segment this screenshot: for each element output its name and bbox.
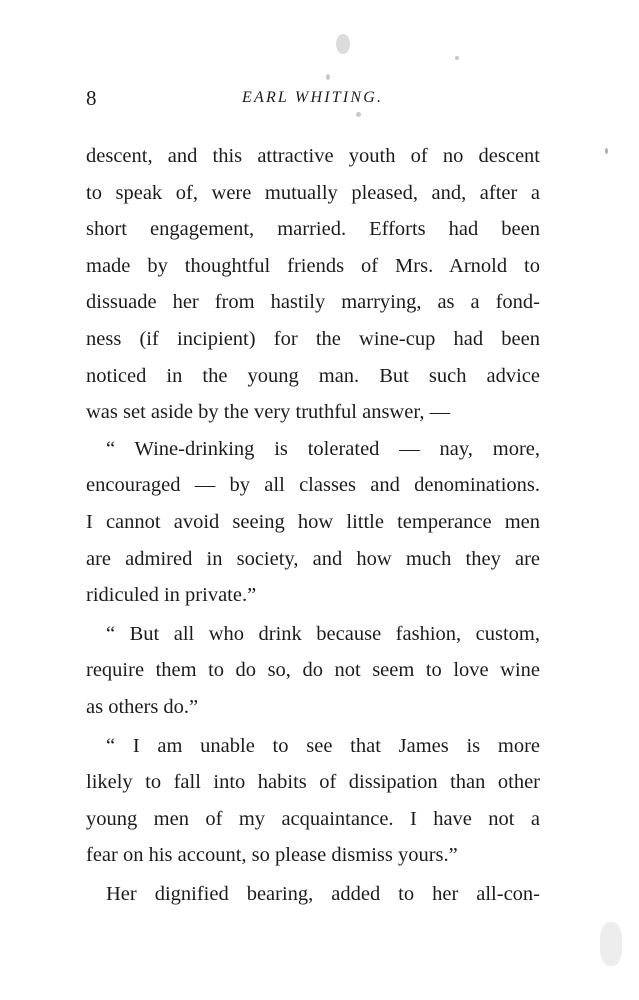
text-segment: noticed in the young man. But such advice <box>86 364 540 387</box>
text-segment: made by thoughtful friends of Mrs. Arnold to <box>86 254 540 277</box>
text-segment: “ But <box>106 622 174 645</box>
text-segment: short engagement, married. Efforts had been <box>86 218 540 241</box>
text-segment: require them to do so, do not seem to love wine <box>86 659 540 682</box>
body-text <box>86 138 540 912</box>
text-line <box>86 837 540 874</box>
italic-emphasis: all <box>173 622 195 645</box>
ink-speck <box>605 148 608 154</box>
ink-speck <box>326 74 330 80</box>
text-line <box>86 689 540 726</box>
text-segment: Her dignified bearing, added to her all-con- <box>106 882 540 905</box>
text-segment: “ Wine-drinking is tolerated — nay, more, <box>106 437 540 460</box>
text-line <box>86 175 540 212</box>
text-segment: likely to fall into habits of dissipation than other <box>86 771 540 794</box>
text-segment: was set aside by the very truthful answer, — <box>86 401 451 424</box>
italic-emphasis: temperance <box>397 510 492 533</box>
text-line <box>86 248 540 285</box>
text-segment: dissuade her from hastily marrying, as a fond- <box>86 291 540 314</box>
running-header <box>86 86 542 110</box>
text-line <box>86 504 540 541</box>
text-line <box>86 467 540 504</box>
text-segment: to speak of, were mutually pleased, and, after a <box>86 181 540 204</box>
ink-speck <box>600 922 622 966</box>
text-line <box>86 431 540 468</box>
ink-speck <box>455 56 459 60</box>
text-line <box>86 138 540 175</box>
text-segment: ness (if incipient) for the wine-cup had been <box>86 327 540 350</box>
text-line <box>86 616 540 653</box>
text-segment: young men of my acquaintance. I have not a <box>86 807 540 830</box>
text-segment: descent, and this attractive youth of no descent <box>86 145 540 167</box>
text-line <box>86 394 540 431</box>
text-line <box>86 321 540 358</box>
text-segment: as others do.” <box>86 695 199 718</box>
italic-emphasis: encouraged <box>86 474 181 497</box>
text-line <box>86 728 540 765</box>
text-segment: fear on his account, so please dismiss yours.” <box>86 844 458 867</box>
text-segment: — by all classes and denominations. <box>180 474 540 497</box>
ink-speck <box>336 34 350 54</box>
text-line <box>86 211 540 248</box>
text-line <box>86 801 540 838</box>
page-number: 8 <box>86 86 97 110</box>
text-line <box>86 764 540 801</box>
running-title: EARL WHITING. <box>242 89 384 106</box>
text-line <box>86 541 540 578</box>
text-segment: “ I am unable to see that James is more <box>106 734 540 757</box>
text-line <box>86 876 540 913</box>
text-segment: men <box>491 510 540 533</box>
text-line <box>86 358 540 395</box>
text-segment: are admired in society, and how much they are <box>86 547 540 570</box>
text-line <box>86 284 540 321</box>
text-line <box>86 652 540 689</box>
text-segment: who drink because fashion, custom, <box>194 622 540 645</box>
text-line <box>86 577 540 614</box>
text-segment: ridiculed in private.” <box>86 584 257 607</box>
ink-speck <box>356 112 361 117</box>
text-segment: I cannot avoid seeing how little <box>86 510 398 533</box>
